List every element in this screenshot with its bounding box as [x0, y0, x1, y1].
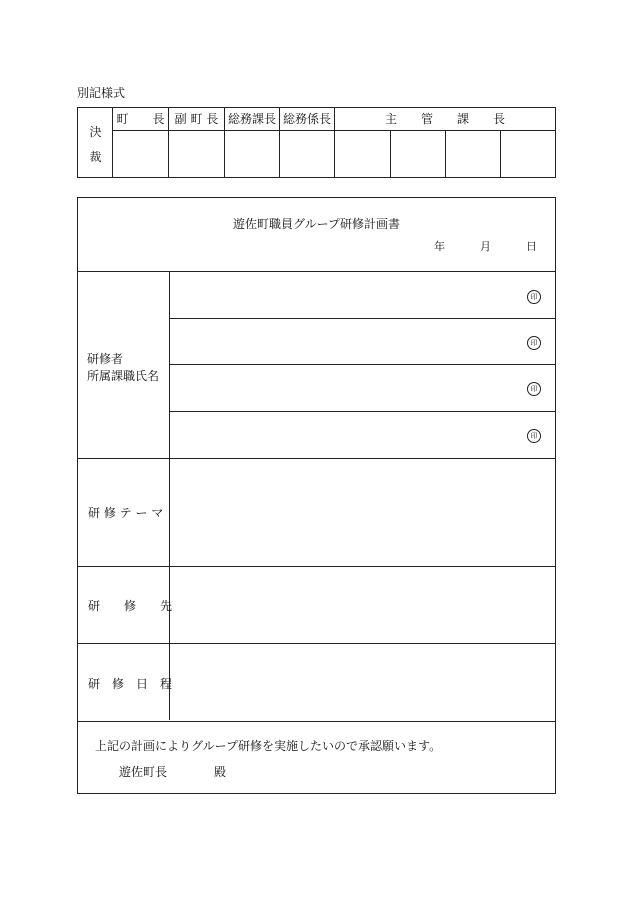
approval-label	[78, 108, 113, 177]
schedule-field[interactable]	[170, 644, 555, 721]
trainee-label-line1: 研修者	[87, 352, 124, 366]
approval-label-sai: 裁	[89, 150, 102, 164]
header-deputy-mayor: 副 町 長	[174, 112, 219, 126]
training-plan-form	[77, 197, 556, 794]
seal-mark: 印	[527, 382, 541, 396]
date-month: 月	[480, 240, 491, 253]
approval-table	[77, 107, 556, 178]
date-year: 年	[434, 240, 445, 253]
stamp-cell-supervisor-3[interactable]	[446, 131, 500, 178]
divider	[78, 721, 555, 722]
stamp-cell-supervisor-1[interactable]	[335, 131, 390, 178]
header-mayor: 町 長	[116, 112, 165, 126]
date-line	[434, 238, 537, 254]
date-day: 日	[526, 240, 537, 253]
trainee-label	[78, 350, 179, 384]
seal-mark: 印	[527, 336, 541, 350]
approval-label-ketsu: 決	[89, 125, 102, 139]
trainee-name-field-4[interactable]	[170, 412, 555, 457]
header-supervising-director: 主 管 課 長	[384, 112, 505, 126]
stamp-cell-general-affairs-director[interactable]	[225, 131, 279, 178]
stamp-cell-general-affairs-chief[interactable]	[280, 131, 334, 178]
destination-label: 研 修 先	[88, 599, 173, 613]
header-general-affairs-director: 総務課長	[227, 112, 276, 126]
trainee-name-field-1[interactable]	[170, 272, 555, 318]
schedule-label: 研 修 日 程	[88, 677, 173, 691]
stamp-cell-supervisor-2[interactable]	[391, 131, 445, 178]
stamp-cell-supervisor-4[interactable]	[501, 131, 555, 178]
trainee-name-field-2[interactable]	[170, 319, 555, 364]
header-general-affairs-chief: 総務係長	[282, 112, 331, 126]
form-label: 別記様式	[77, 86, 126, 100]
request-text: 上記の計画によりグループ研修を実施したいので承認願います。	[95, 739, 442, 753]
form-title: 遊佐町職員グループ研修計画書	[232, 217, 401, 231]
stamp-cell-mayor[interactable]	[113, 131, 168, 178]
theme-field[interactable]	[170, 459, 555, 566]
honorific: 殿	[214, 765, 227, 779]
destination-field[interactable]	[170, 567, 555, 643]
seal-mark: 印	[527, 429, 541, 443]
addressee: 遊佐町長	[119, 765, 168, 779]
trainee-name-field-3[interactable]	[170, 365, 555, 411]
theme-label: 研 修 テ ー マ	[88, 506, 164, 520]
trainee-label-line2: 所属課職氏名	[87, 369, 160, 383]
stamp-cell-deputy-mayor[interactable]	[169, 131, 224, 178]
seal-mark: 印	[527, 290, 541, 304]
